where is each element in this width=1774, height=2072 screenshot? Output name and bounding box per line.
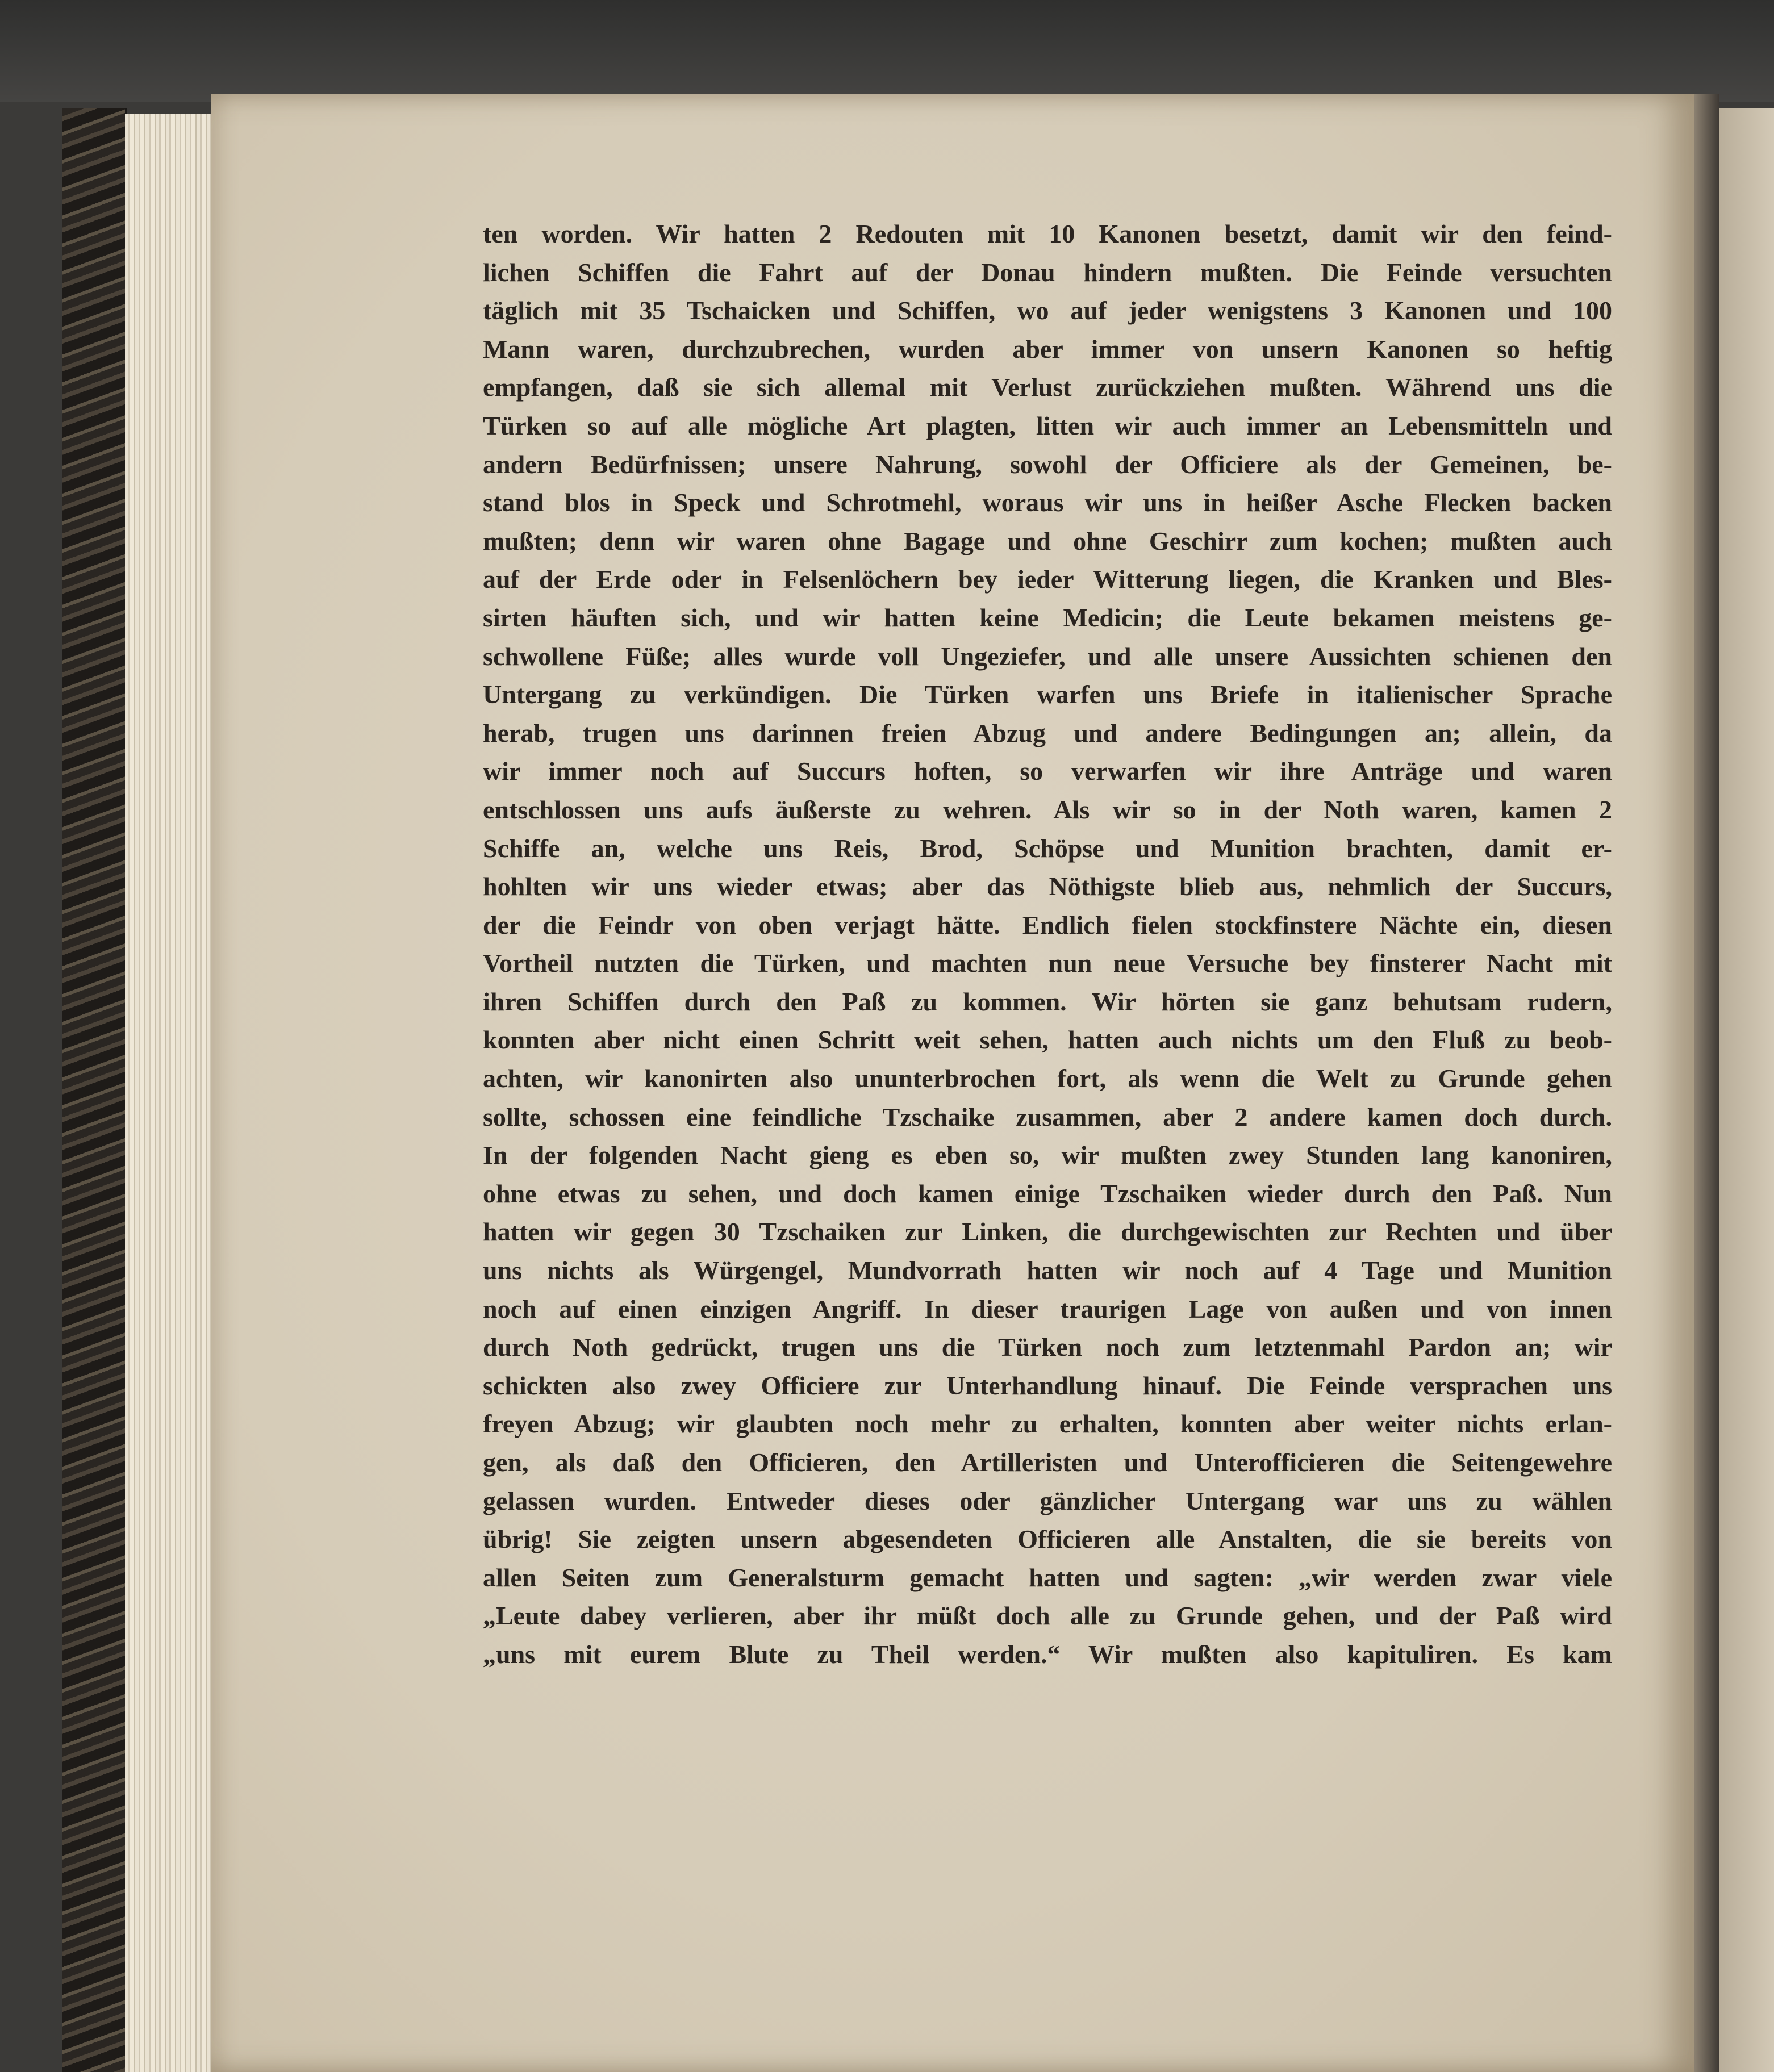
body-text — [483, 215, 1612, 1674]
text-line: achten, wir kanonirten also ununterbrochen fort, als wenn die Welt zu Grunde gehen — [483, 1064, 1612, 1093]
text-line: durch Noth gedrückt, trugen uns die Türken noch zum letztenmahl Pardon an; wir — [483, 1332, 1612, 1362]
text-line: allen Seiten zum Generalsturm gemacht hatten und sagten: „wir werden zwar viele — [483, 1563, 1612, 1592]
page-edges — [125, 114, 216, 2072]
text-line: stand blos in Speck und Schrotmehl, woraus wir uns in heißer Asche Flecken backen — [483, 488, 1612, 517]
text-line: lichen Schiffen die Fahrt auf der Donau hindern mußten. Die Feinde versuchten — [483, 257, 1612, 287]
text-line: wir immer noch auf Succurs hoften, so verwarfen wir ihre Anträge und waren — [483, 757, 1612, 786]
text-line: empfangen, daß sie sich allemal mit Verlust zurückziehen mußten. Während uns die — [483, 373, 1612, 402]
book-binding — [62, 108, 127, 2072]
text-line: schickten also zwey Officiere zur Unterhandlung hinauf. Die Feinde versprachen uns — [483, 1371, 1612, 1400]
text-line: Vortheil nutzten die Türken, und machten nun neue Versuche bey finsterer Nacht mit — [483, 949, 1612, 978]
text-line: mußten; denn wir waren ohne Bagage und ohne Geschirr zum kochen; mußten auch — [483, 526, 1612, 555]
text-line: entschlossen uns aufs äußerste zu wehren. Als wir so in der Noth waren, kamen 2 — [483, 795, 1612, 824]
text-line: übrig! Sie zeigten unsern abgesendeten Officieren alle Anstalten, die sie bereits von — [483, 1524, 1612, 1554]
scan-background — [0, 0, 1774, 102]
text-line: freyen Abzug; wir glaubten noch mehr zu erhalten, konnten aber weiter nichts erlan- — [483, 1409, 1612, 1439]
text-line: herab, trugen uns darinnen freien Abzug und andere Bedingungen an; allein, da — [483, 718, 1612, 747]
text-line: Untergang zu verkündigen. Die Türken warfen uns Briefe in italienischer Sprache — [483, 680, 1612, 709]
text-line: hohlten wir uns wieder etwas; aber das Nöthigste blieb aus, nehmlich der Succurs, — [483, 872, 1612, 901]
text-line: uns nichts als Würgengel, Mundvorrath hatten wir noch auf 4 Tage und Munition — [483, 1256, 1612, 1285]
text-line: noch auf einen einzigen Angriff. In dieser traurigen Lage von außen und von innen — [483, 1294, 1612, 1323]
text-line: sirten häuften sich, und wir hatten keine Medicin; die Leute bekamen meistens ge- — [483, 603, 1612, 632]
text-line: täglich mit 35 Tschaicken und Schiffen, wo auf jeder wenigstens 3 Kanonen und 100 — [483, 296, 1612, 325]
text-line: gelassen wurden. Entweder dieses oder gänzlicher Untergang war uns zu wählen — [483, 1486, 1612, 1515]
page-gutter — [1694, 94, 1719, 2072]
text-line: schwollene Füße; alles wurde voll Ungeziefer, und alle unsere Aussichten schienen den — [483, 641, 1612, 671]
text-line: „Leute dabey verlieren, aber ihr müßt doch alle zu Grunde gehen, und der Paß wird — [483, 1601, 1612, 1631]
text-line: Schiffe an, welche uns Reis, Brod, Schöpse und Munition brachten, damit er- — [483, 833, 1612, 863]
text-line: ten worden. Wir hatten 2 Redouten mit 10 Kanonen besetzt, damit wir den feind- — [483, 219, 1612, 248]
text-line: hatten wir gegen 30 Tzschaiken zur Linken, die durchgewischten zur Rechten und über — [483, 1217, 1612, 1247]
text-line: gen, als daß den Officieren, den Artilleristen und Unterofficieren die Seitengewehre — [483, 1448, 1612, 1477]
text-line: andern Bedürfnissen; unsere Nahrung, sowohl der Officiere als der Gemeinen, be- — [483, 449, 1612, 479]
facing-page-edge — [1719, 108, 1774, 2072]
text-line: der die Feindr von oben verjagt hätte. Endlich fielen stockfinstere Nächte ein, diesen — [483, 910, 1612, 939]
text-line: In der folgenden Nacht gieng es eben so, wir mußten zwey Stunden lang kanoniren, — [483, 1141, 1612, 1170]
text-line: auf der Erde oder in Felsenlöchern bey ieder Witterung liegen, die Kranken und Bles- — [483, 565, 1612, 594]
text-line: „uns mit eurem Blute zu Theil werden.“ Wir mußten also kapituliren. Es kam — [483, 1639, 1612, 1669]
text-line: konnten aber nicht einen Schritt weit sehen, hatten auch nichts um den Fluß zu beob- — [483, 1025, 1612, 1055]
text-line: ohne etwas zu sehen, und doch kamen einige Tzschaiken wieder durch den Paß. Nun — [483, 1179, 1612, 1208]
text-line: Türken so auf alle mögliche Art plagten, litten wir auch immer an Lebensmitteln und — [483, 411, 1612, 440]
text-line: Mann waren, durchzubrechen, wurden aber immer von unsern Kanonen so heftig — [483, 334, 1612, 364]
text-line: sollte, schossen eine feindliche Tzschaike zusammen, aber 2 andere kamen doch durch. — [483, 1102, 1612, 1131]
text-line: ihren Schiffen durch den Paß zu kommen. Wir hörten sie ganz behutsam rudern, — [483, 987, 1612, 1016]
